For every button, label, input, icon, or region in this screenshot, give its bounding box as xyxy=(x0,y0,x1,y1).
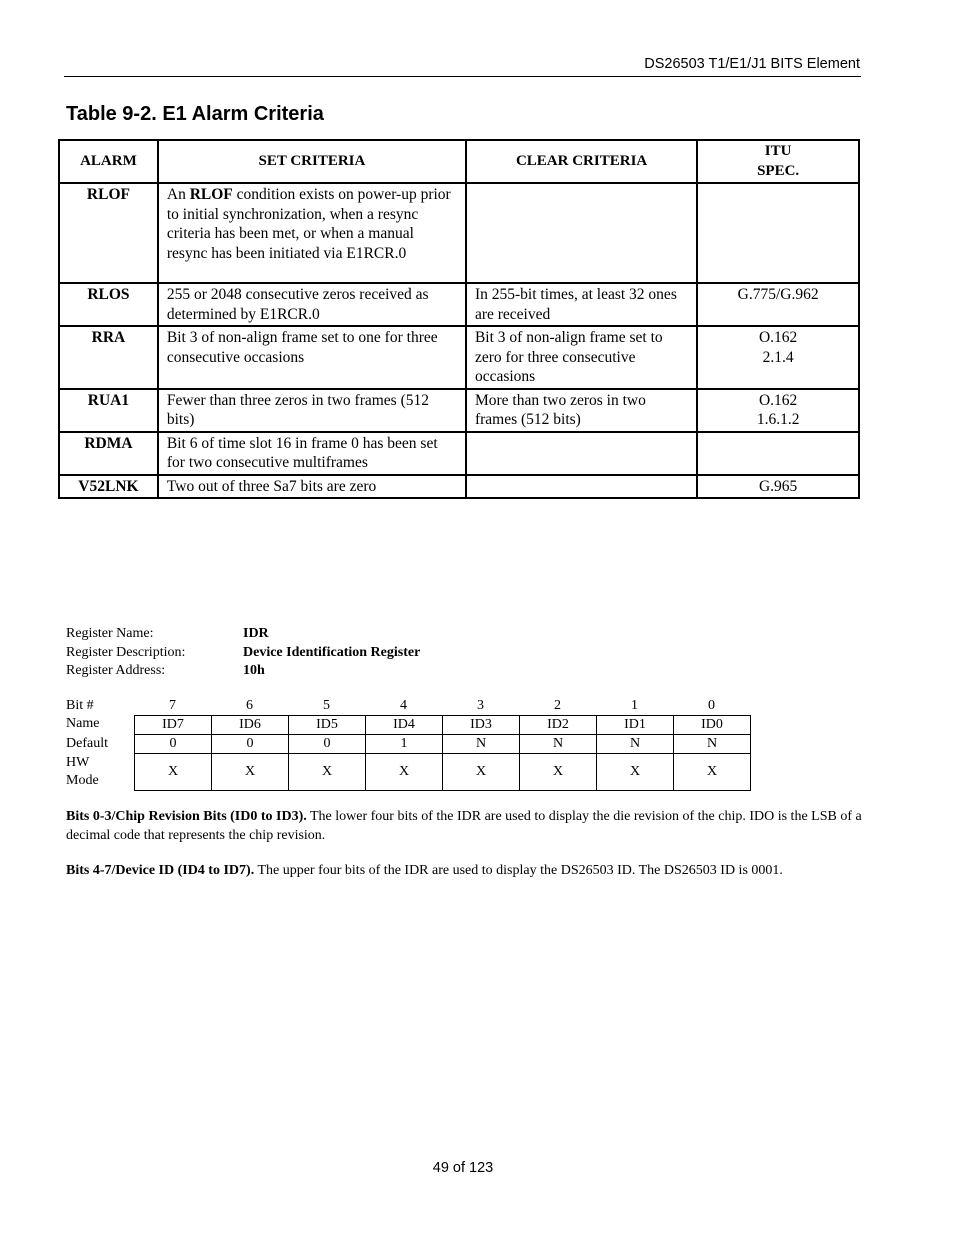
clear-criteria-cell: Bit 3 of non-align frame set to zero for three consecutive occasions xyxy=(466,326,697,389)
bit-name-cell: ID4 xyxy=(365,715,442,734)
table-row xyxy=(59,326,859,389)
itu-spec-cell xyxy=(697,475,859,499)
page-number: 49 of 123 xyxy=(432,1160,494,1176)
table-row xyxy=(59,389,859,432)
table-header-row xyxy=(59,140,859,183)
bit-number: 7 xyxy=(169,698,176,713)
alarm-cell: RLOS xyxy=(59,283,158,326)
bit-hw-mode-cell: X xyxy=(596,754,673,790)
bit-default-row xyxy=(66,735,751,754)
register-address-row xyxy=(66,662,420,681)
table-row xyxy=(59,283,859,326)
bit-default-cell: N xyxy=(442,735,519,753)
alarm-cell: RLOF xyxy=(59,183,158,283)
set-criteria-text: Bit 6 of time slot 16 in frame 0 has been set for two consecutive multiframes xyxy=(166,434,438,471)
bit-hw-mode-cell: X xyxy=(211,754,288,790)
bit-default-label: Default xyxy=(66,736,108,751)
bit-hw-mode-cell: X xyxy=(288,754,365,790)
itu-spec-cell xyxy=(697,283,859,326)
bit-default-cell: N xyxy=(519,735,596,753)
header-divider xyxy=(64,76,861,77)
bit-name-cell: ID0 xyxy=(673,715,750,734)
bit-number: 2 xyxy=(554,698,561,713)
itu-spec-line: O.162 xyxy=(758,391,798,409)
bit-hw-mode-cell: X xyxy=(365,754,442,790)
bit-hw-mode-cells xyxy=(134,754,751,791)
bit-name-cell: ID5 xyxy=(288,715,365,734)
set-criteria-text: An xyxy=(166,186,190,203)
hw-mode-label-line2: Mode xyxy=(66,773,99,788)
alarm-cell: RUA1 xyxy=(59,389,158,432)
table-row xyxy=(59,183,859,283)
column-header-itu-spec xyxy=(697,140,859,183)
itu-spec-line: 2.1.4 xyxy=(762,348,794,366)
bit-default-cell: 0 xyxy=(134,735,211,753)
alarm-cell: V52LNK xyxy=(59,475,158,499)
clear-criteria-cell xyxy=(466,183,697,283)
hw-mode-label-line1: HW xyxy=(66,755,90,770)
table-row xyxy=(59,432,859,475)
bit-name-cell: ID6 xyxy=(211,715,288,734)
paragraph-heading: Bits 0-3/Chip Revision Bits (ID0 to ID3). xyxy=(66,809,307,824)
register-name-row xyxy=(66,625,420,644)
bit-name-cell: ID2 xyxy=(519,715,596,734)
set-criteria-text: condition exists on power-up prior to initial synchronization, when a resync criteria has been met, or when a manual resync has been initiated via E1RCR.0 xyxy=(166,186,451,262)
column-header-clear-criteria: CLEAR CRITERIA xyxy=(466,140,697,183)
set-criteria-cell xyxy=(158,475,466,499)
set-criteria-text: Two out of three Sa7 bits are zero xyxy=(166,477,377,495)
register-info xyxy=(66,625,420,681)
itu-spec-line: O.162 xyxy=(758,329,798,346)
set-criteria-cell xyxy=(158,389,466,432)
bit-hw-mode-row xyxy=(66,754,751,791)
bit-default-cell: 0 xyxy=(211,735,288,753)
bit-number: 5 xyxy=(323,698,330,713)
paragraph-chip-revision-bits xyxy=(66,808,862,845)
table-title: Table 9-2. E1 Alarm Criteria xyxy=(66,103,324,125)
bit-name-cells xyxy=(134,715,751,735)
bit-hw-mode-cell: X xyxy=(442,754,519,790)
set-criteria-cell xyxy=(158,183,466,283)
bit-name-cell: ID1 xyxy=(596,715,673,734)
clear-criteria-cell: In 255-bit times, at least 32 ones are received xyxy=(466,283,697,326)
set-criteria-text: Fewer than three zeros in two frames (512 bits) xyxy=(166,391,429,428)
itu-spec-cell xyxy=(697,432,859,475)
clear-criteria-cell xyxy=(466,432,697,475)
bit-name-label: Name xyxy=(66,716,100,731)
paragraph-heading: Bits 4-7/Device ID (ID4 to ID7). xyxy=(66,863,255,878)
register-address-label: Register Address: xyxy=(66,663,166,678)
register-name-label: Register Name: xyxy=(66,626,154,641)
register-description-value: Device Identification Register xyxy=(243,644,421,660)
register-description-label: Register Description: xyxy=(66,644,186,660)
bit-default-cell: 0 xyxy=(288,735,365,753)
bit-hw-mode-cell: X xyxy=(134,754,211,790)
set-criteria-text: 255 or 2048 consecutive zeros received as determined by E1RCR.0 xyxy=(166,286,429,323)
itu-spec-line: G.775/G.962 xyxy=(737,286,819,303)
bit-number: 0 xyxy=(708,698,715,713)
set-criteria-text: Bit 3 of non-align frame set to one for three consecutive occasions xyxy=(166,329,438,366)
bit-number: 4 xyxy=(400,698,407,713)
bit-number-label: Bit # xyxy=(66,698,94,713)
table-row xyxy=(59,475,859,499)
set-criteria-cell xyxy=(158,283,466,326)
itu-spec-cell xyxy=(697,326,859,389)
column-header-alarm: ALARM xyxy=(59,140,158,183)
paragraph-text: The upper four bits of the IDR are used to display the DS26503 ID. The DS26503 ID is 0001. xyxy=(254,863,783,878)
bit-default-cell: N xyxy=(673,735,750,753)
document-header-title: DS26503 T1/E1/J1 BITS Element xyxy=(644,56,860,72)
column-header-set-criteria: SET CRITERIA xyxy=(158,140,466,183)
bit-number: 3 xyxy=(477,698,484,713)
bit-hw-mode-cell: X xyxy=(673,754,750,790)
register-address-value: 10h xyxy=(243,663,265,678)
bit-hw-mode-label xyxy=(66,754,134,791)
column-header-itu-line1: ITU xyxy=(764,143,792,159)
itu-spec-cell xyxy=(697,389,859,432)
paragraph-text: The lower four bits of the IDR are used to display the die revision of the chip. IDO is the LSB of a decimal code that represents the chip revision. xyxy=(66,809,862,843)
itu-spec-cell xyxy=(697,183,859,283)
alarm-cell: RDMA xyxy=(59,432,158,475)
bit-number-row xyxy=(66,697,751,715)
set-criteria-cell xyxy=(158,432,466,475)
itu-spec-line: G.965 xyxy=(758,477,798,495)
clear-criteria-cell: More than two zeros in two frames (512 bits) xyxy=(466,389,697,432)
set-criteria-bold-term: RLOF xyxy=(189,186,233,203)
bit-hw-mode-cell: X xyxy=(519,754,596,790)
register-description-row xyxy=(66,644,420,663)
paragraph-device-id-bits xyxy=(66,862,862,881)
set-criteria-cell xyxy=(158,326,466,389)
register-bit-grid xyxy=(66,697,751,791)
bit-name-row xyxy=(66,715,751,735)
bit-number: 6 xyxy=(246,698,253,713)
bit-default-cell: N xyxy=(596,735,673,753)
bit-name-cell: ID7 xyxy=(134,715,211,734)
clear-criteria-cell xyxy=(466,475,697,499)
bit-number: 1 xyxy=(631,698,638,713)
alarm-criteria-table xyxy=(58,139,860,499)
bit-default-cells xyxy=(134,735,751,754)
bit-default-cell: 1 xyxy=(365,735,442,753)
itu-spec-line: 1.6.1.2 xyxy=(756,411,800,428)
column-header-itu-line2: SPEC. xyxy=(757,162,800,179)
alarm-cell: RRA xyxy=(59,326,158,389)
register-name-value: IDR xyxy=(243,626,269,641)
bit-name-cell: ID3 xyxy=(442,715,519,734)
